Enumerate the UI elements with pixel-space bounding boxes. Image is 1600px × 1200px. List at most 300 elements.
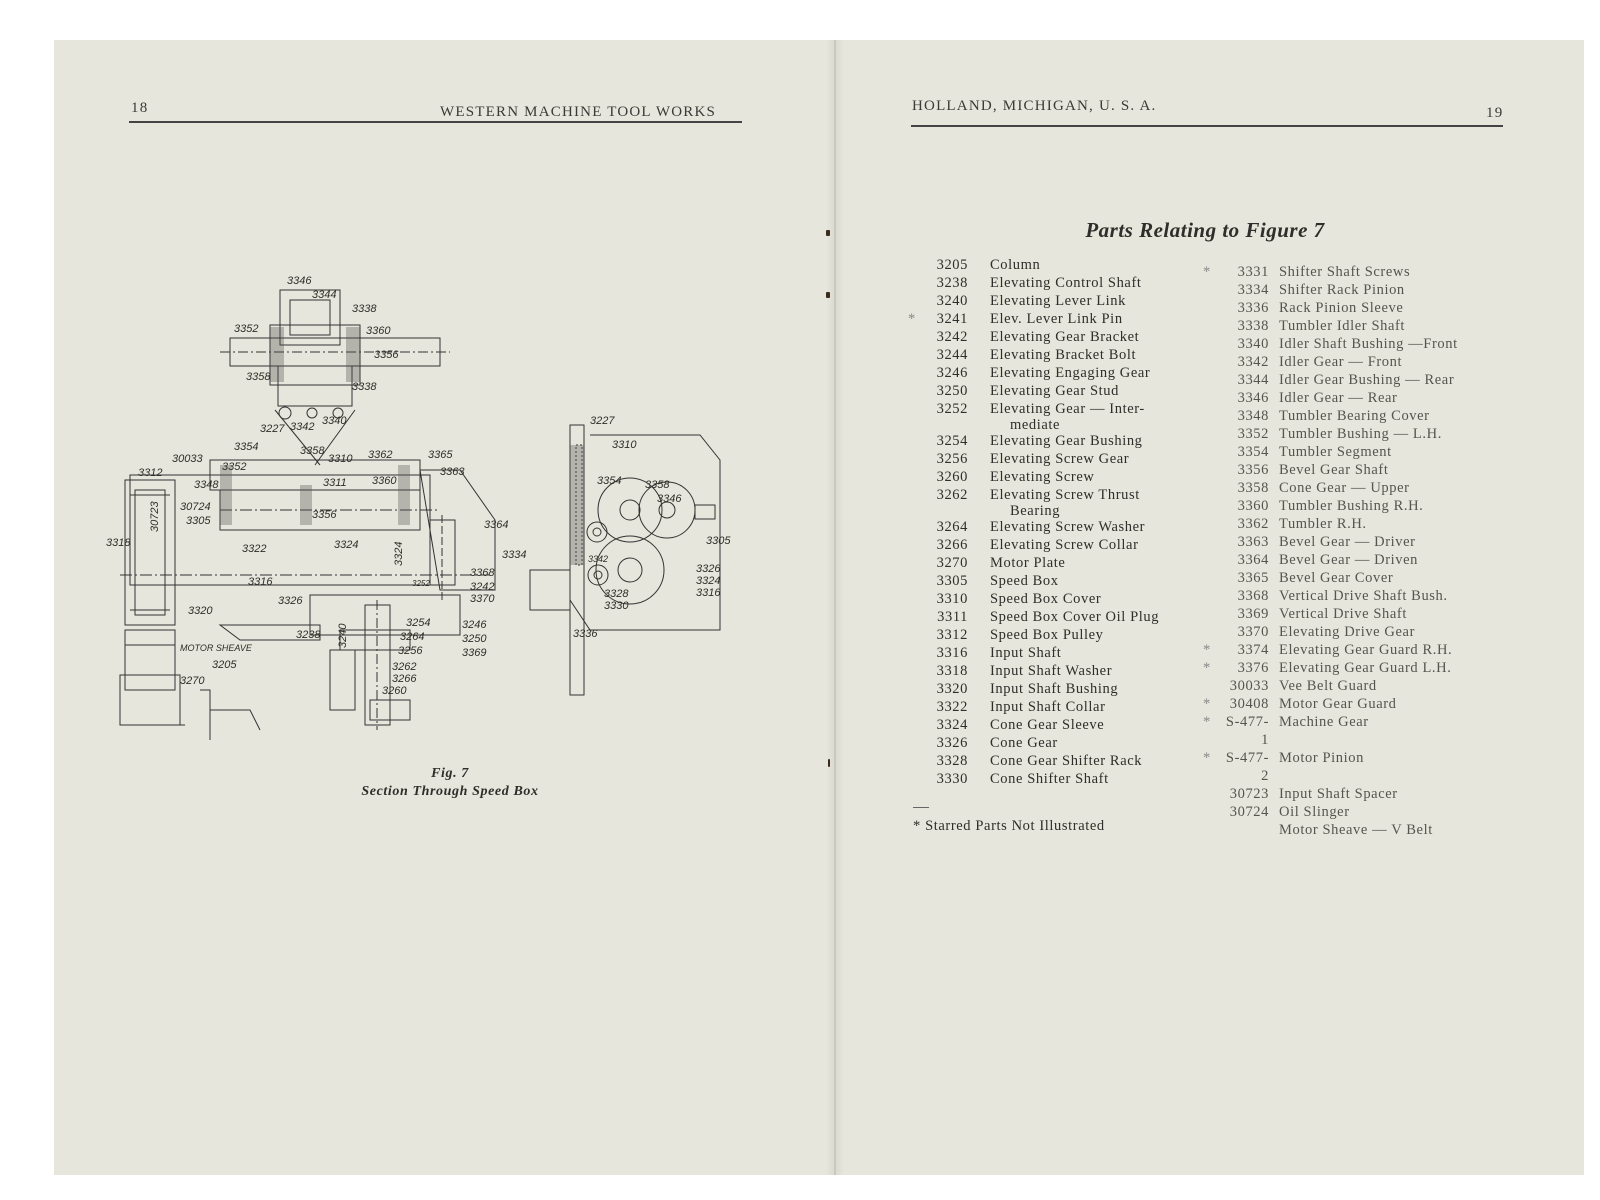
part-description-text: Cone Gear bbox=[990, 735, 1058, 751]
callout-label: 3368 bbox=[470, 567, 495, 579]
star-marker bbox=[1203, 551, 1221, 569]
parts-list-right-column bbox=[1203, 263, 1458, 839]
part-number: 3241 bbox=[936, 311, 968, 327]
part-number: 3240 bbox=[936, 293, 968, 309]
star-marker bbox=[1203, 605, 1221, 623]
callout-label: 3346 bbox=[287, 275, 312, 287]
part-row bbox=[908, 450, 1159, 468]
part-description-text: Vee Belt Guard bbox=[1279, 678, 1377, 694]
callout-label: 3340 bbox=[322, 415, 347, 427]
part-number: 3262 bbox=[936, 487, 968, 503]
part-number: 3346 bbox=[1237, 390, 1269, 406]
star-marker bbox=[1203, 623, 1221, 641]
part-number: 3364 bbox=[1237, 552, 1269, 568]
part-number: 3363 bbox=[1237, 534, 1269, 550]
part-description-text: Speed Box Cover Oil Plug bbox=[990, 609, 1160, 625]
part-row bbox=[1203, 299, 1458, 317]
part-description bbox=[1279, 641, 1452, 659]
callout-label: 3252 bbox=[412, 579, 430, 588]
part-row bbox=[1203, 803, 1458, 821]
part-description-text: Shifter Rack Pinion bbox=[1279, 282, 1405, 298]
part-number: 3370 bbox=[1237, 624, 1269, 640]
part-description-text: Elevating Gear Guard L.H. bbox=[1279, 660, 1452, 676]
left-header-rule bbox=[129, 121, 742, 123]
part-description-text: Tumbler Segment bbox=[1279, 444, 1392, 460]
star-marker bbox=[908, 536, 926, 554]
part-description-text: Bevel Gear — Driver bbox=[1279, 534, 1416, 550]
callout-label: 3352 bbox=[234, 323, 259, 335]
part-number: 3354 bbox=[1237, 444, 1269, 460]
star-marker bbox=[908, 716, 926, 734]
callout-label: 3362 bbox=[368, 449, 393, 461]
callout-label: 3356 bbox=[312, 509, 337, 521]
part-number: 3352 bbox=[1237, 426, 1269, 442]
part-description bbox=[1279, 389, 1398, 407]
part-description-text: Motor Pinion bbox=[1279, 750, 1364, 766]
part-row bbox=[908, 364, 1159, 382]
part-row bbox=[1203, 713, 1458, 749]
star-marker bbox=[908, 256, 926, 274]
part-description bbox=[1279, 281, 1405, 299]
left-page-number: 18 bbox=[131, 100, 149, 116]
part-row bbox=[1203, 479, 1458, 497]
callout-label: 3330 bbox=[604, 600, 629, 612]
part-description bbox=[990, 554, 1065, 572]
part-description bbox=[990, 400, 1145, 432]
part-number: 30723 bbox=[1229, 786, 1269, 802]
star-marker bbox=[1203, 407, 1221, 425]
star-marker bbox=[908, 698, 926, 716]
part-number: 3252 bbox=[936, 401, 968, 417]
callout-label: 3326 bbox=[696, 563, 721, 575]
part-number: 3338 bbox=[1237, 318, 1269, 334]
part-row bbox=[908, 770, 1159, 788]
part-description-text: Input Shaft Bushing bbox=[990, 681, 1119, 697]
star-marker bbox=[908, 608, 926, 626]
part-description-text: Elevating Gear Guard R.H. bbox=[1279, 642, 1453, 658]
callout-label: 3264 bbox=[400, 631, 425, 643]
star-marker bbox=[908, 400, 926, 432]
part-description-text: Idler Gear — Front bbox=[1279, 354, 1403, 370]
part-description bbox=[1279, 371, 1454, 389]
part-description bbox=[1279, 569, 1393, 587]
part-row bbox=[1203, 785, 1458, 803]
star-marker bbox=[1203, 479, 1221, 497]
part-number: 3238 bbox=[936, 275, 968, 291]
star-marker bbox=[908, 432, 926, 450]
part-description-text: Cone Gear — Upper bbox=[1279, 480, 1410, 496]
callout-label: 3338 bbox=[352, 303, 377, 315]
part-row bbox=[1203, 443, 1458, 461]
part-row bbox=[1203, 263, 1458, 281]
part-description bbox=[1279, 425, 1442, 443]
part-row bbox=[1203, 281, 1458, 299]
star-marker bbox=[908, 590, 926, 608]
callout-label: 3256 bbox=[398, 645, 423, 657]
callout-label: 3305 bbox=[706, 535, 731, 547]
part-number: 3310 bbox=[936, 591, 968, 607]
part-row bbox=[1203, 425, 1458, 443]
star-marker: * bbox=[1203, 264, 1211, 280]
star-marker bbox=[908, 572, 926, 590]
part-number: 3334 bbox=[1237, 282, 1269, 298]
callout-label: 3324 bbox=[393, 541, 405, 566]
callout-label: 3270 bbox=[180, 675, 205, 687]
part-row bbox=[1203, 497, 1458, 515]
part-number: S-477-1 bbox=[1225, 714, 1269, 748]
star-marker bbox=[908, 518, 926, 536]
part-description-text: Elevating Screw Washer bbox=[990, 519, 1146, 535]
callout-label: 3326 bbox=[278, 595, 303, 607]
part-row bbox=[1203, 749, 1458, 785]
part-number: 3330 bbox=[936, 771, 968, 787]
callout-label: 3358 bbox=[300, 445, 325, 457]
part-description bbox=[990, 770, 1109, 788]
star-marker bbox=[908, 274, 926, 292]
star-marker bbox=[1203, 389, 1221, 407]
part-description bbox=[1279, 803, 1350, 821]
star-marker bbox=[908, 662, 926, 680]
part-row bbox=[908, 662, 1159, 680]
part-description bbox=[990, 536, 1139, 554]
callout-label: 30723 bbox=[149, 501, 161, 532]
part-description bbox=[1279, 785, 1398, 803]
part-number: 3256 bbox=[936, 451, 968, 467]
part-number: 3340 bbox=[1237, 336, 1269, 352]
part-description-text: Idler Gear Bushing — Rear bbox=[1279, 372, 1455, 388]
binding-mark bbox=[826, 230, 830, 236]
callout-label: 3240 bbox=[337, 623, 349, 648]
star-marker: * bbox=[1203, 660, 1211, 676]
callout-label: 3266 bbox=[392, 673, 417, 685]
parts-list-title: Parts Relating to Figure 7 bbox=[1085, 218, 1325, 242]
part-number: 3376 bbox=[1237, 660, 1269, 676]
star-marker bbox=[1203, 569, 1221, 587]
part-description-text: Idler Gear — Rear bbox=[1279, 390, 1398, 406]
part-row bbox=[908, 734, 1159, 752]
star-marker bbox=[1203, 443, 1221, 461]
part-number: 3365 bbox=[1237, 570, 1269, 586]
part-description-text: Rack Pinion Sleeve bbox=[1279, 300, 1404, 316]
part-description bbox=[990, 432, 1143, 450]
part-description-text: Input Shaft Washer bbox=[990, 663, 1113, 679]
part-description-text: Elevating Screw Gear bbox=[990, 451, 1130, 467]
part-description bbox=[1279, 299, 1403, 317]
callout-label: 3342 bbox=[588, 554, 609, 564]
star-marker bbox=[1203, 803, 1221, 821]
callout-label: 3205 bbox=[212, 659, 237, 671]
callout-label: 3348 bbox=[194, 479, 219, 491]
callout-label: 3356 bbox=[374, 349, 399, 361]
parts-list-left-column bbox=[908, 256, 1159, 788]
callout-label: 3354 bbox=[597, 475, 622, 487]
part-description bbox=[1279, 443, 1392, 461]
part-row bbox=[908, 432, 1159, 450]
footnote-rule bbox=[913, 807, 929, 808]
part-number: 3312 bbox=[936, 627, 968, 643]
callout-label: 3358 bbox=[246, 371, 271, 383]
part-number: 3260 bbox=[936, 469, 968, 485]
part-number: 3360 bbox=[1237, 498, 1269, 514]
part-row bbox=[1203, 587, 1458, 605]
part-row bbox=[1203, 407, 1458, 425]
callout-label: 3334 bbox=[502, 549, 527, 561]
part-row bbox=[1203, 659, 1458, 677]
part-row bbox=[908, 274, 1159, 292]
part-description bbox=[990, 328, 1139, 346]
part-description bbox=[990, 486, 1140, 518]
callout-label: 3318 bbox=[106, 537, 131, 549]
callout-label: 3365 bbox=[428, 449, 453, 461]
part-description-text: Elevating Control Shaft bbox=[990, 275, 1142, 291]
part-number: 3326 bbox=[936, 735, 968, 751]
part-row bbox=[1203, 533, 1458, 551]
part-row bbox=[908, 536, 1159, 554]
part-number: 3358 bbox=[1237, 480, 1269, 496]
part-description-text: Shifter Shaft Screws bbox=[1279, 264, 1411, 280]
part-description bbox=[1279, 335, 1458, 353]
part-number: 3246 bbox=[936, 365, 968, 381]
part-row bbox=[908, 382, 1159, 400]
callout-label: 3262 bbox=[392, 661, 417, 673]
part-row bbox=[1203, 515, 1458, 533]
part-description bbox=[1279, 407, 1430, 425]
part-description-text: Tumbler R.H. bbox=[1279, 516, 1367, 532]
figure-caption: Section Through Speed Box bbox=[361, 784, 539, 799]
part-description bbox=[1279, 749, 1364, 785]
part-description-text: Elevating Bracket Bolt bbox=[990, 347, 1137, 363]
speed-box-section-drawing bbox=[100, 270, 780, 750]
part-number: 3331 bbox=[1237, 264, 1269, 280]
star-marker bbox=[908, 752, 926, 770]
part-description bbox=[990, 468, 1094, 486]
binding-mark bbox=[826, 292, 830, 298]
part-number: 3368 bbox=[1237, 588, 1269, 604]
part-description-text: Elevating Gear Bracket bbox=[990, 329, 1140, 345]
part-description bbox=[1279, 659, 1451, 677]
callout-label: 3246 bbox=[462, 619, 487, 631]
part-row bbox=[1203, 353, 1458, 371]
part-number: 3205 bbox=[936, 257, 968, 273]
footnote: * Starred Parts Not Illustrated bbox=[913, 818, 1105, 834]
part-description bbox=[990, 382, 1119, 400]
part-description-text: Oil Slinger bbox=[1279, 804, 1350, 820]
part-description bbox=[990, 716, 1104, 734]
part-row bbox=[908, 608, 1159, 626]
part-description-text: Column bbox=[990, 257, 1041, 273]
part-number: 3305 bbox=[936, 573, 968, 589]
callout-label: 30724 bbox=[180, 501, 211, 513]
part-description-text: Bevel Gear Cover bbox=[1279, 570, 1394, 586]
part-description bbox=[1279, 353, 1402, 371]
part-row bbox=[908, 486, 1159, 518]
star-marker bbox=[1203, 353, 1221, 371]
callout-label: 3305 bbox=[186, 515, 211, 527]
star-marker bbox=[908, 328, 926, 346]
star-marker bbox=[908, 346, 926, 364]
callout-label: 3260 bbox=[382, 685, 407, 697]
part-number: 3324 bbox=[936, 717, 968, 733]
part-row bbox=[908, 400, 1159, 432]
star-marker bbox=[1203, 299, 1221, 317]
part-description-text: Speed Box Pulley bbox=[990, 627, 1104, 643]
part-number bbox=[1221, 821, 1269, 839]
part-description-text: Elevating Lever Link bbox=[990, 293, 1127, 309]
callout-label: 3324 bbox=[334, 539, 359, 551]
part-description-text: Bevel Gear Shaft bbox=[1279, 462, 1389, 478]
star-marker bbox=[1203, 425, 1221, 443]
part-row bbox=[908, 698, 1159, 716]
star-marker bbox=[908, 770, 926, 788]
part-description bbox=[1279, 623, 1415, 641]
right-header-rule bbox=[911, 125, 1503, 127]
part-description bbox=[990, 608, 1159, 626]
star-marker bbox=[908, 680, 926, 698]
part-row bbox=[1203, 677, 1458, 695]
part-row bbox=[908, 256, 1159, 274]
callout-label: 3312 bbox=[138, 467, 163, 479]
part-description bbox=[990, 292, 1126, 310]
part-description bbox=[990, 644, 1061, 662]
star-marker bbox=[908, 364, 926, 382]
figure-number: Fig. 7 bbox=[431, 766, 469, 781]
part-row bbox=[1203, 695, 1458, 713]
part-row bbox=[1203, 605, 1458, 623]
part-description bbox=[990, 752, 1142, 770]
part-description bbox=[990, 346, 1136, 364]
part-description bbox=[1279, 263, 1410, 281]
part-description-text: Cone Gear Shifter Rack bbox=[990, 753, 1143, 769]
callout-label: 3338 bbox=[352, 381, 377, 393]
part-row bbox=[908, 716, 1159, 734]
part-description-text: Tumbler Idler Shaft bbox=[1279, 318, 1406, 334]
part-number: 3316 bbox=[936, 645, 968, 661]
part-description-text: Speed Box bbox=[990, 573, 1059, 589]
part-row bbox=[908, 328, 1159, 346]
part-description bbox=[990, 450, 1129, 468]
part-description-text: Idler Shaft Bushing —Front bbox=[1279, 336, 1458, 352]
star-marker bbox=[908, 644, 926, 662]
star-marker bbox=[1203, 587, 1221, 605]
part-description-text: Elevating Screw Collar bbox=[990, 537, 1139, 553]
part-number: 3254 bbox=[936, 433, 968, 449]
star-marker bbox=[1203, 821, 1221, 839]
star-marker bbox=[908, 450, 926, 468]
star-marker bbox=[1203, 785, 1221, 803]
part-row bbox=[1203, 821, 1458, 839]
part-description bbox=[990, 734, 1058, 752]
part-description-text: Motor Gear Guard bbox=[1279, 696, 1397, 712]
part-description-text: Cone Gear Sleeve bbox=[990, 717, 1105, 733]
part-description-text: Elev. Lever Link Pin bbox=[990, 311, 1123, 327]
part-description-text: Input Shaft bbox=[990, 645, 1062, 661]
callout-label: MOTOR SHEAVE bbox=[180, 643, 252, 653]
part-description-text: Speed Box Cover bbox=[990, 591, 1102, 607]
callout-label: 3238 bbox=[296, 629, 321, 641]
part-row bbox=[908, 346, 1159, 364]
callout-label: 30033 bbox=[172, 453, 203, 465]
right-running-head: HOLLAND, MICHIGAN, U. S. A. bbox=[912, 98, 1157, 114]
part-description bbox=[990, 274, 1142, 292]
star-marker bbox=[1203, 317, 1221, 335]
star-marker bbox=[1203, 461, 1221, 479]
part-row bbox=[908, 626, 1159, 644]
callout-label: 3311 bbox=[323, 477, 347, 489]
callout-label: 3250 bbox=[462, 633, 487, 645]
part-description-text: Tumbler Bushing R.H. bbox=[1279, 498, 1424, 514]
star-marker: * bbox=[1203, 642, 1211, 658]
part-description bbox=[1279, 317, 1405, 335]
star-marker bbox=[908, 292, 926, 310]
star-marker bbox=[1203, 371, 1221, 389]
part-number: 3348 bbox=[1237, 408, 1269, 424]
part-number: 30033 bbox=[1229, 678, 1269, 694]
callout-label: 3242 bbox=[470, 581, 495, 593]
part-description-text: Bevel Gear — Driven bbox=[1279, 552, 1419, 568]
star-marker bbox=[908, 626, 926, 644]
callout-label: 3346 bbox=[657, 493, 682, 505]
part-number: 3342 bbox=[1237, 354, 1269, 370]
part-number: 3369 bbox=[1237, 606, 1269, 622]
callout-label: 3364 bbox=[484, 519, 509, 531]
part-number: 3336 bbox=[1237, 300, 1269, 316]
binding-mark bbox=[828, 759, 830, 767]
star-marker bbox=[1203, 335, 1221, 353]
part-description-text: Elevating Screw bbox=[990, 469, 1095, 485]
part-description bbox=[990, 572, 1059, 590]
part-description-text: Machine Gear bbox=[1279, 714, 1369, 730]
part-description bbox=[1279, 479, 1410, 497]
part-description-continuation: Bearing bbox=[1010, 503, 1061, 519]
part-description bbox=[1279, 677, 1377, 695]
left-running-head: WESTERN MACHINE TOOL WORKS bbox=[440, 104, 717, 120]
star-marker: * bbox=[1203, 696, 1211, 712]
part-row bbox=[1203, 569, 1458, 587]
star-marker: * bbox=[908, 311, 916, 327]
part-number: 3244 bbox=[936, 347, 968, 363]
part-row bbox=[1203, 641, 1458, 659]
callout-label: 3352 bbox=[222, 461, 247, 473]
part-description-text: Elevating Gear — Inter- bbox=[990, 401, 1145, 417]
callout-label: 3254 bbox=[406, 617, 431, 629]
part-description bbox=[1279, 713, 1369, 749]
part-number: 3328 bbox=[936, 753, 968, 769]
part-row bbox=[908, 468, 1159, 486]
part-number: 30408 bbox=[1229, 696, 1269, 712]
part-row bbox=[1203, 461, 1458, 479]
part-number: 3242 bbox=[936, 329, 968, 345]
part-description bbox=[990, 256, 1040, 274]
part-description bbox=[990, 698, 1106, 716]
callout-label: 3360 bbox=[366, 325, 391, 337]
part-number: 3374 bbox=[1237, 642, 1269, 658]
part-row bbox=[1203, 551, 1458, 569]
callout-label: 3227 bbox=[590, 415, 615, 427]
part-row bbox=[908, 590, 1159, 608]
part-description bbox=[1279, 821, 1433, 839]
part-row bbox=[908, 292, 1159, 310]
part-description-text: Elevating Gear Stud bbox=[990, 383, 1119, 399]
part-description bbox=[990, 364, 1150, 382]
part-number: 3318 bbox=[936, 663, 968, 679]
part-row bbox=[1203, 371, 1458, 389]
part-description bbox=[1279, 587, 1448, 605]
part-description-text: Tumbler Bushing — L.H. bbox=[1279, 426, 1442, 442]
part-row bbox=[1203, 623, 1458, 641]
part-row bbox=[908, 680, 1159, 698]
part-description-text: Tumbler Bearing Cover bbox=[1279, 408, 1430, 424]
part-number: 3266 bbox=[936, 537, 968, 553]
